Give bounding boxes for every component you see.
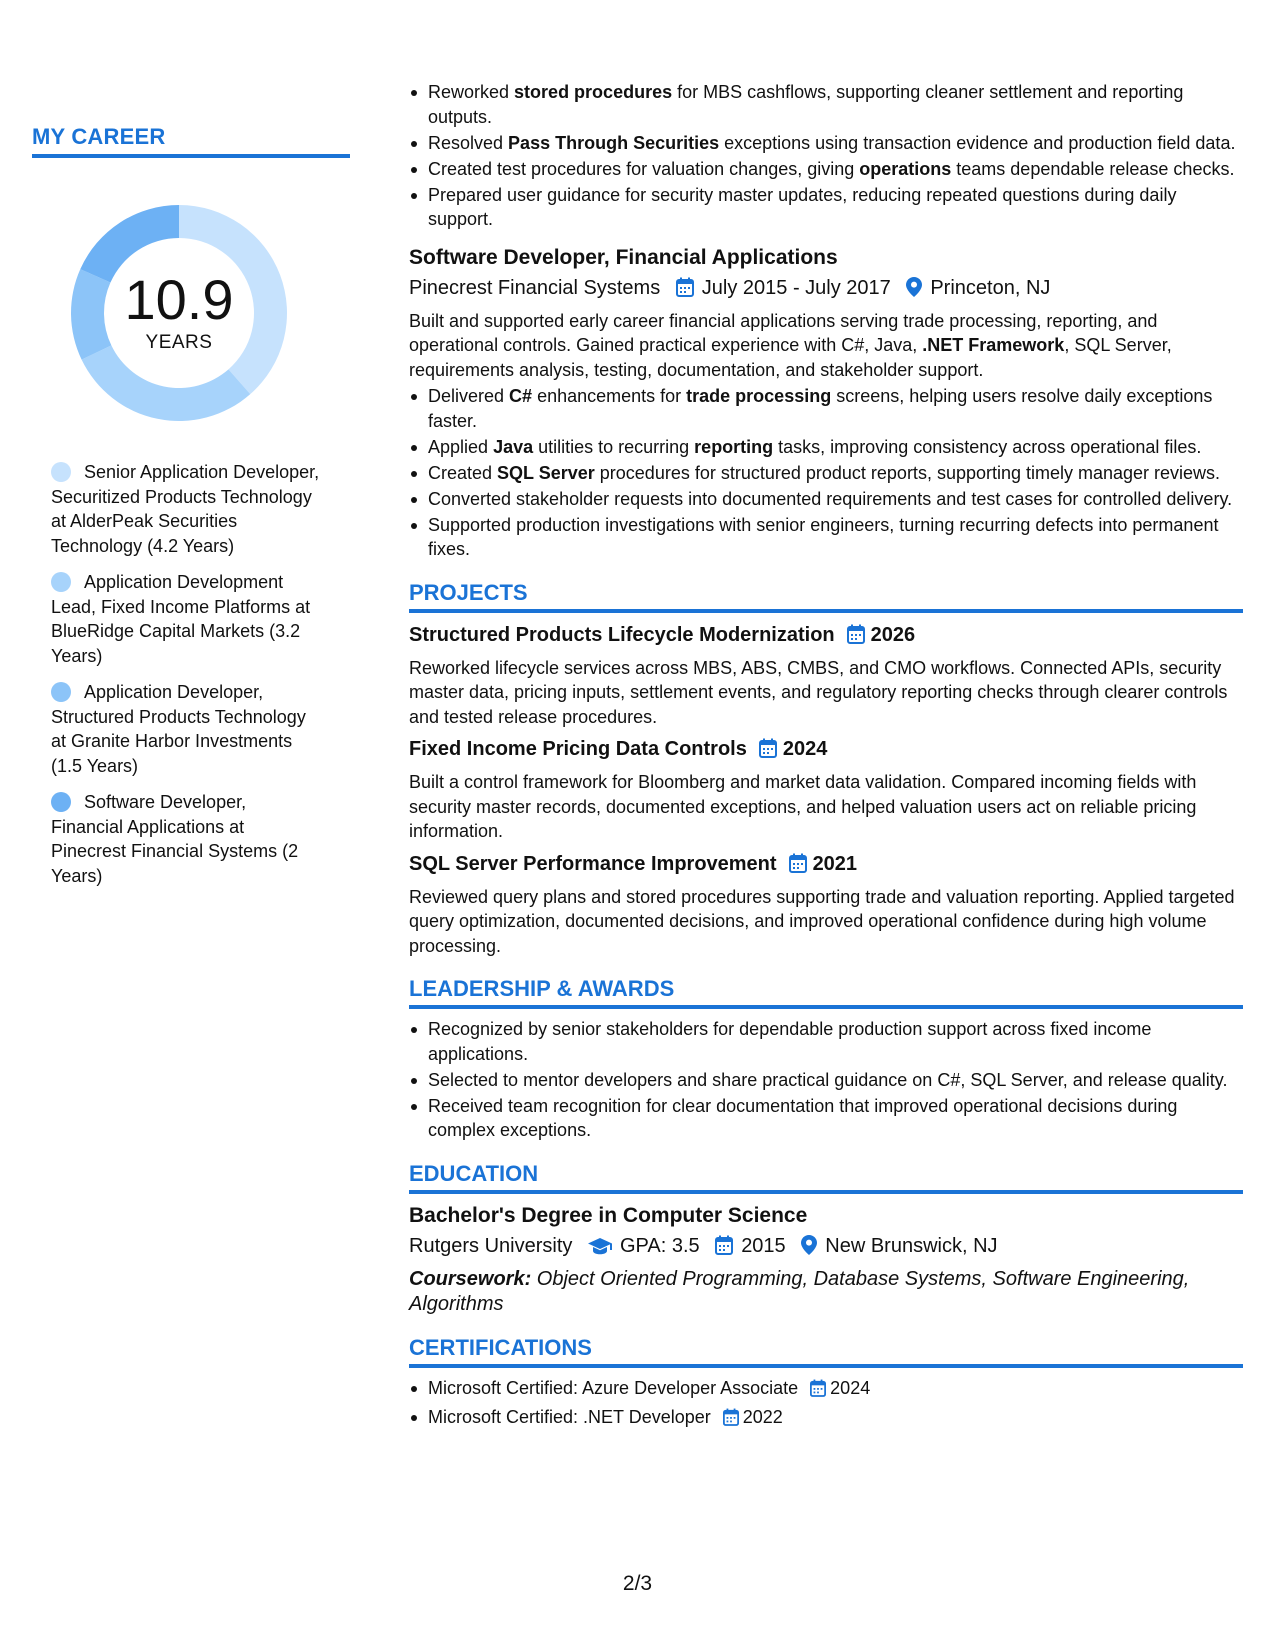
list-item: Converted stakeholder requests into documented requirements and test cases for controlled delivery. — [409, 487, 1243, 512]
cert-year: 2022 — [742, 1406, 783, 1427]
project-item — [409, 621, 1243, 730]
education-heading: EDUCATION — [409, 1161, 1243, 1194]
gpa: GPA: 3.5 — [619, 1234, 700, 1257]
list-item: Selected to mentor developers and share practical guidance on C#, SQL Server, and release quality. — [409, 1068, 1243, 1093]
project-description: Built a control framework for Bloomberg and market data validation. Compared incoming fields with security master records, documented exceptions, and helped valuation users act on reliable pricing information. — [409, 772, 1197, 841]
role-dates: July 2015 - July 2017 — [701, 276, 891, 299]
page-number: 2/3 — [622, 1572, 653, 1595]
legend-dot — [51, 682, 71, 702]
school-location: New Brunswick, NJ — [825, 1234, 998, 1257]
legend-dot — [51, 572, 71, 592]
project-description: Reworked lifecycle services across MBS, ABS, CMBS, and CMO workflows. Connected APIs, security master data, pricing inputs, settlement events, and regulatory reporting checks through clearer controls and tested release procedures. — [409, 657, 1228, 727]
graduation-cap-icon — [588, 1235, 612, 1263]
calendar-icon — [789, 853, 807, 881]
project-title: Fixed Income Pricing Data Controls — [409, 738, 747, 760]
list-item: Reworked stored procedures for MBS cashflows, supporting cleaner settlement and reporting outputs. — [409, 80, 1243, 129]
map-pin-icon — [801, 1235, 817, 1263]
map-pin-icon — [906, 277, 922, 305]
certifications-list — [409, 1376, 1243, 1433]
list-item: Resolved Pass Through Securities exceptions using transaction evidence and production field data. — [409, 131, 1243, 156]
role-location: Princeton, NJ — [930, 276, 1051, 299]
legend-item — [51, 570, 322, 668]
project-item — [409, 735, 1243, 844]
list-item: Applied Java utilities to recurring reporting tasks, improving consistency across operational files. — [409, 435, 1243, 460]
cert-name: Microsoft Certified: .NET Developer — [428, 1406, 711, 1427]
calendar-icon — [847, 624, 865, 652]
cert-year: 2024 — [830, 1377, 871, 1398]
legend-dot — [51, 792, 71, 812]
project-description: Reviewed query plans and stored procedures supporting trade and valuation reporting. Applied targeted query optimization, documented decisions, and improved operational confidence during high volume processing. — [409, 886, 1235, 956]
list-item: Recognized by senior stakeholders for dependable production support across fixed income applications. — [409, 1017, 1243, 1066]
legend-item — [51, 790, 322, 888]
legend-label: Application Developer, Structured Products Technology at Granite Harbor Investments (1.5 Years) — [51, 682, 306, 776]
projects-heading: PROJECTS — [409, 580, 1243, 613]
degree-title: Bachelor's Degree in Computer Science — [409, 1203, 808, 1227]
total-years-unit: YEARS — [145, 332, 213, 353]
career-sidebar — [32, 124, 350, 900]
coursework: Coursework: Object Oriented Programming, Database Systems, Software Engineering, Algorithms — [409, 1267, 1190, 1315]
project-item — [409, 850, 1243, 959]
legend-label: Application Development Lead, Fixed Income Platforms at BlueRidge Capital Markets (3.2 Years) — [51, 572, 311, 666]
calendar-icon — [723, 1408, 739, 1433]
list-item: Delivered C# enhancements for trade processing screens, helping users resolve daily exceptions faster. — [409, 384, 1243, 433]
calendar-icon — [715, 1235, 733, 1263]
cert-name: Microsoft Certified: Azure Developer Associate — [428, 1377, 799, 1398]
calendar-icon — [759, 738, 777, 766]
certifications-heading: CERTIFICATIONS — [409, 1335, 1243, 1368]
donut-center — [64, 198, 294, 428]
resume-main — [409, 80, 1243, 1434]
career-legend — [32, 460, 322, 888]
company-name: Pinecrest Financial Systems — [409, 276, 661, 299]
list-item: Prepared user guidance for security master updates, reducing repeated questions during daily support. — [409, 183, 1243, 232]
leadership-heading: LEADERSHIP & AWARDS — [409, 976, 1243, 1009]
project-year: 2026 — [870, 623, 916, 646]
role-bullets — [409, 384, 1243, 562]
list-item — [409, 1376, 1243, 1404]
project-title: SQL Server Performance Improvement — [409, 852, 777, 875]
previous-role-bullets — [409, 80, 1243, 232]
list-item: Received team recognition for clear documentation that improved operational decisions during complex exceptions. — [409, 1094, 1243, 1143]
list-item: Created SQL Server procedures for structured product reports, supporting timely manager reviews. — [409, 461, 1243, 486]
calendar-icon — [810, 1379, 826, 1404]
education-meta — [409, 1232, 1243, 1263]
role-summary: Built and supported early career financial applications serving trade processing, reporting, and operational controls. Gained practical experience with C#, Java, .NET Framework, SQL Server, requirements analysis, testing, documentation, and stakeholder support. — [409, 310, 1172, 380]
legend-item — [51, 460, 322, 558]
school-name: Rutgers University — [409, 1234, 573, 1257]
leadership-list — [409, 1017, 1243, 1143]
project-title: Structured Products Lifecycle Modernization — [409, 623, 835, 646]
total-years-value: 10.9 — [124, 268, 234, 331]
career-donut-chart — [64, 198, 294, 428]
list-item — [409, 1405, 1243, 1433]
legend-dot — [51, 462, 71, 482]
project-year: 2024 — [782, 738, 828, 760]
list-item: Created test procedures for valuation changes, giving operations teams dependable release checks. — [409, 157, 1243, 182]
calendar-icon — [676, 277, 694, 305]
career-heading: MY CAREER — [32, 124, 350, 158]
legend-label: Software Developer, Financial Applications at Pinecrest Financial Systems (2 Years) — [51, 792, 299, 886]
role-meta — [409, 274, 1243, 305]
list-item: Supported production investigations with senior engineers, turning recurring defects into permanent fixes. — [409, 513, 1243, 562]
legend-label: Senior Application Developer, Securitized Products Technology at AlderPeak Securities Technology (4.2 Years) — [51, 462, 320, 556]
legend-item — [51, 680, 322, 778]
graduation-year: 2015 — [741, 1234, 786, 1257]
role-title: Software Developer, Financial Applications — [409, 245, 838, 269]
project-year: 2021 — [812, 852, 858, 875]
